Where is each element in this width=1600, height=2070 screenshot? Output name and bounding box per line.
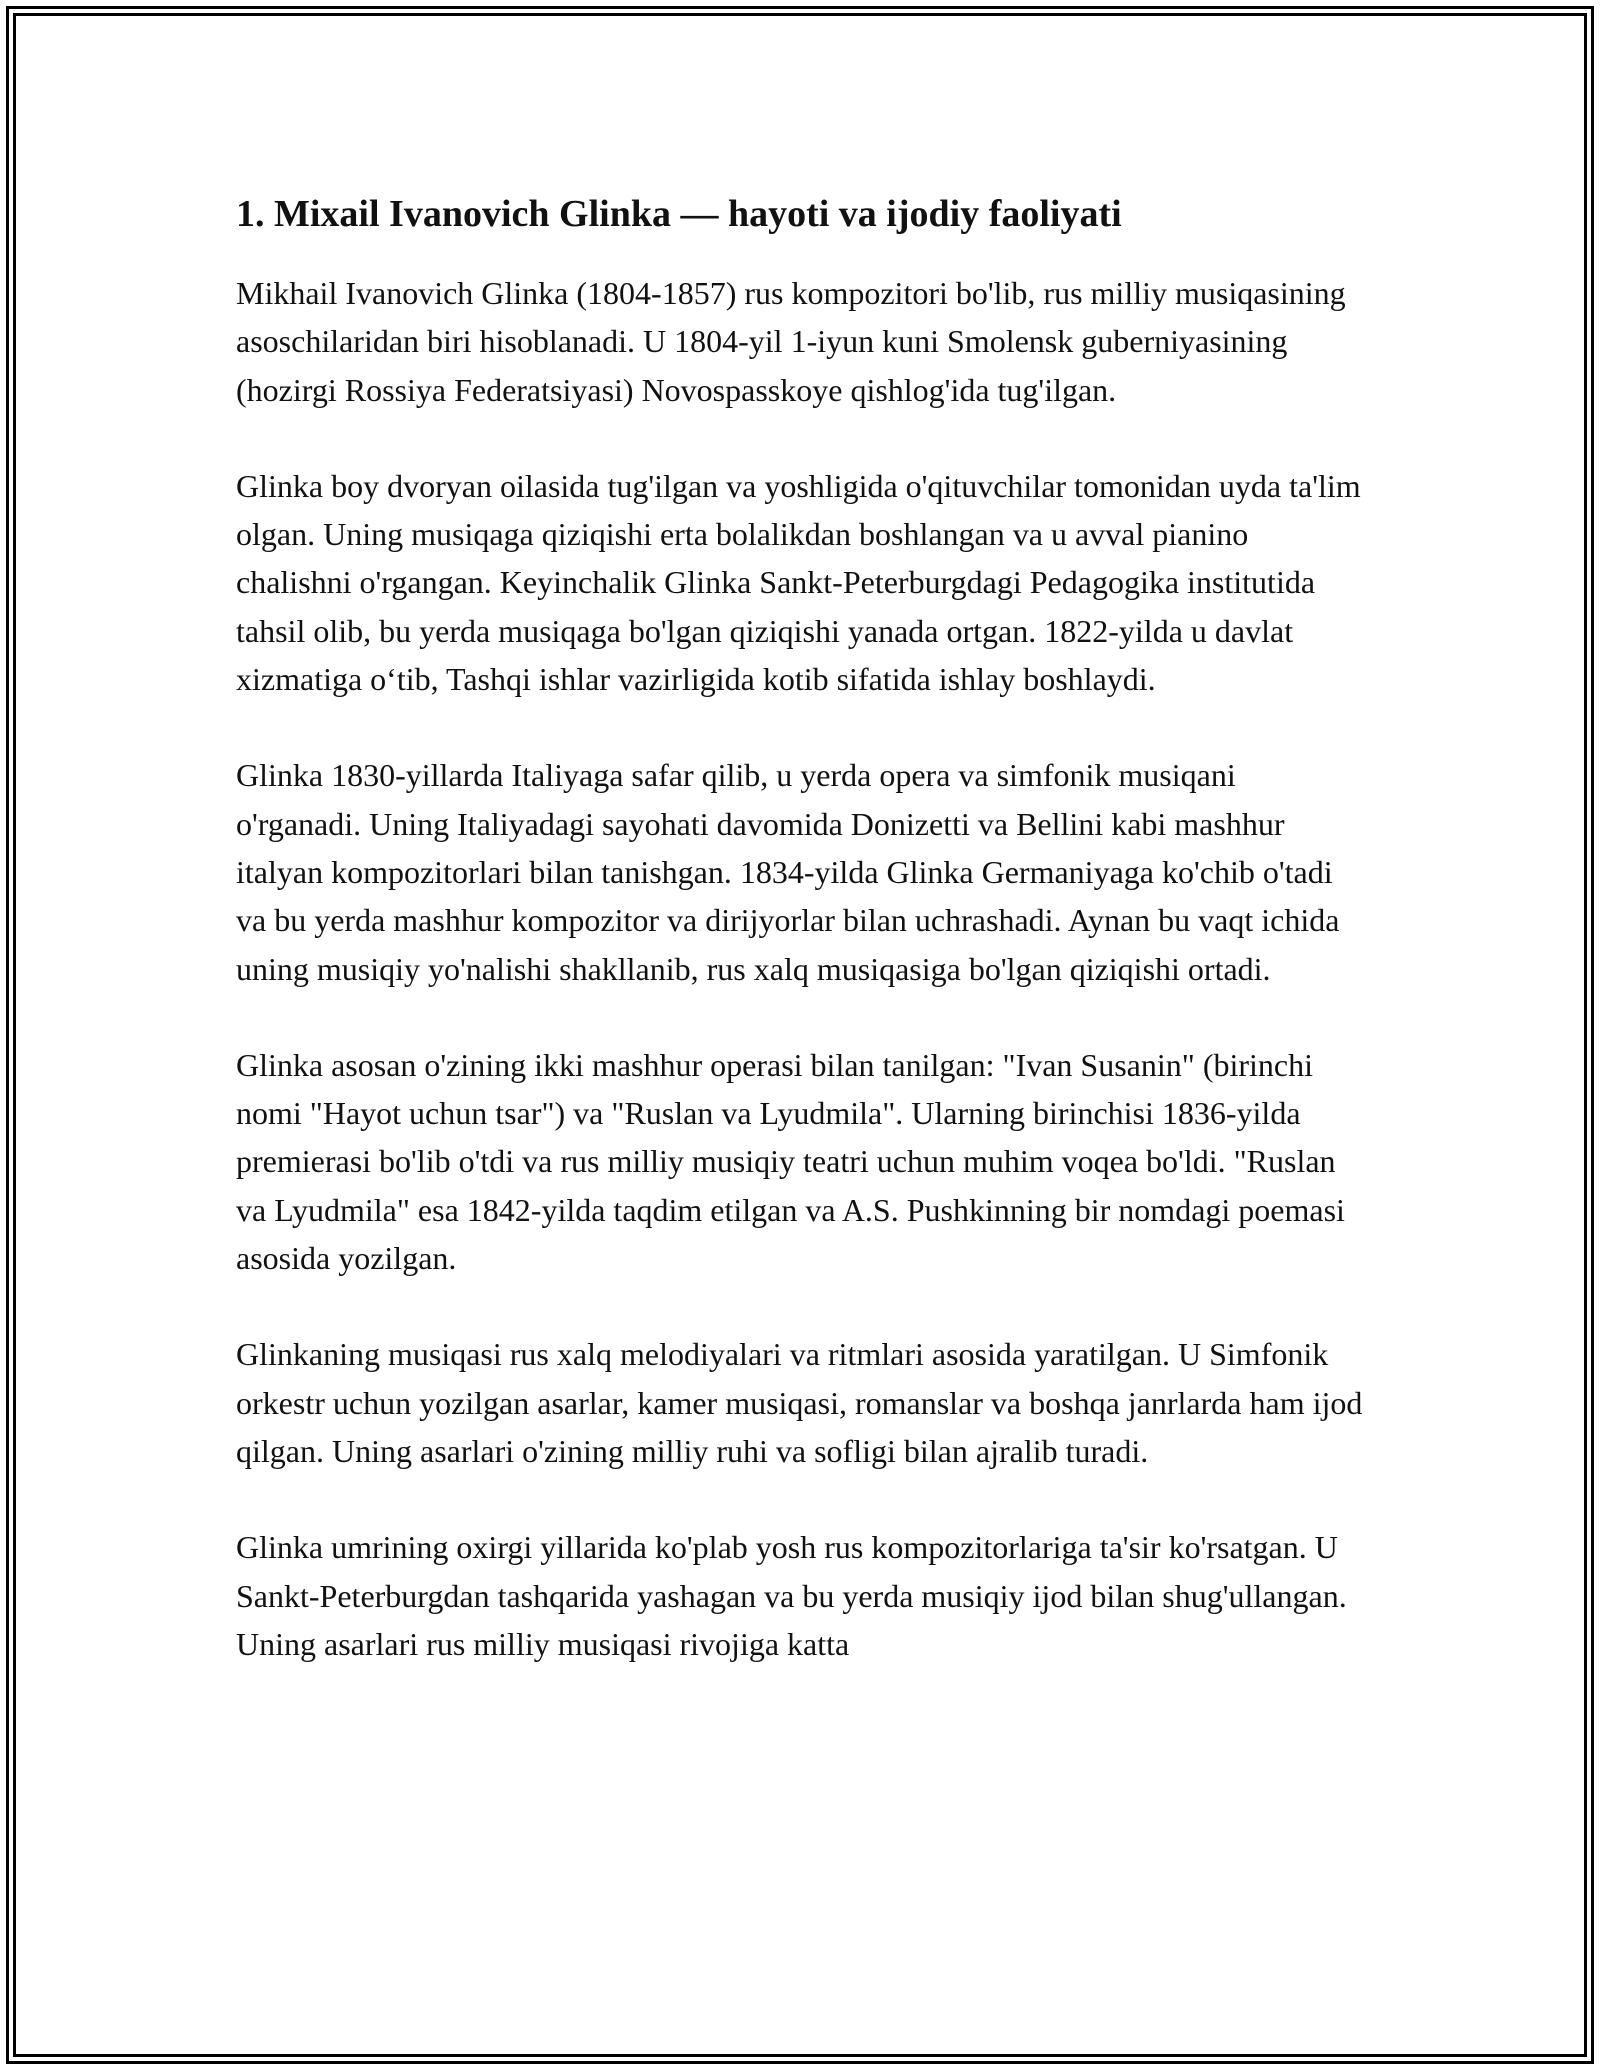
paragraph-birth: Mikhail Ivanovich Glinka (1804-1857) rus kompozitori bo'lib, rus milliy musiqasining asoschilaridan biri hisoblanadi. U 1804-yil 1-iyun kuni Smolensk guberniyasining (hozirgi Rossiya Federatsiyasi) Novospasskoye qishlog'ida tug'ilgan. <box>236 275 1346 408</box>
paragraph-operas: Glinka asosan o'zining ikki mashhur operasi bilan tanilgan: "Ivan Susanin" (birinchi nomi "Hayot uchun tsar") va "Ruslan va Lyudmila". Ularning birinchisi 1836-yilda premierasi bo'lib o'tdi va rus milliy musiqiy teatri uchun muhim voqea bo'ldi. "Ruslan va Lyudmila" esa 1842-yilda taqdim etilgan va A.S. Pushkinning bir nomdagi poemasi asosida yozilgan. <box>236 1046 1345 1277</box>
document-body <box>236 183 1366 1716</box>
paragraph-later-years: Glinka umrining oxirgi yillarida ko'plab yosh rus kompozitorlariga ta'sir ko'rsatgan. U Sankt-Peterburgdan tashqarida yashagan va bu yerda musiqiy ijod bilan shug'ullangan. Uning asarlari rus milliy musiqasi rivojiga katta <box>236 1529 1347 1662</box>
paragraph-education: Glinka boy dvoryan oilasida tug'ilgan va yoshligida o'qituvchilar tomonidan uyda ta'lim olgan. Uning musiqaga qiziqishi erta bolalikdan boshlangan va u avval pianino chalishni o'rgangan. Keyinchalik Glinka Sankt-Peterburgdagi Pedagogika institutida tahsil olib, bu yerda musiqaga bo'lgan qiziqishi yanada ortgan. 1822-yilda u davlat xizmatiga o‘tib, Tashqi ishlar vazirligida kotib sifatida ishlay boshlaydi. <box>236 467 1361 698</box>
paragraph-travels: Glinka 1830-yillarda Italiyaga safar qilib, u yerda opera va simfonik musiqani o'rganadi. Uning Italiyadagi sayohati davomida Donizetti va Bellini kabi mashhur italyan kompozitorlari bilan tanishgan. 1834-yilda Glinka Germaniyaga ko'chib o'tadi va bu yerda mashhur kompozitor va dirijyorlar bilan uchrashadi. Aynan bu vaqt ichida uning musiqiy yo'nalishi shakllanib, rus xalq musiqasiga bo'lgan qiziqishi ortadi. <box>236 757 1340 987</box>
paragraph-music-style: Glinkaning musiqasi rus xalq melodiyalari va ritmlari asosida yaratilgan. U Simfonik orkestr uchun yozilgan asarlar, kamer musiqasi, romanslar va boshqa janrlarda ham ijod qilgan. Uning asarlari o'zining milliy ruhi va sofligi bilan ajralib turadi. <box>236 1336 1363 1469</box>
section-heading: 1. Mixail Ivanovich Glinka — hayoti va ijodiy faoliyati <box>236 193 1122 235</box>
